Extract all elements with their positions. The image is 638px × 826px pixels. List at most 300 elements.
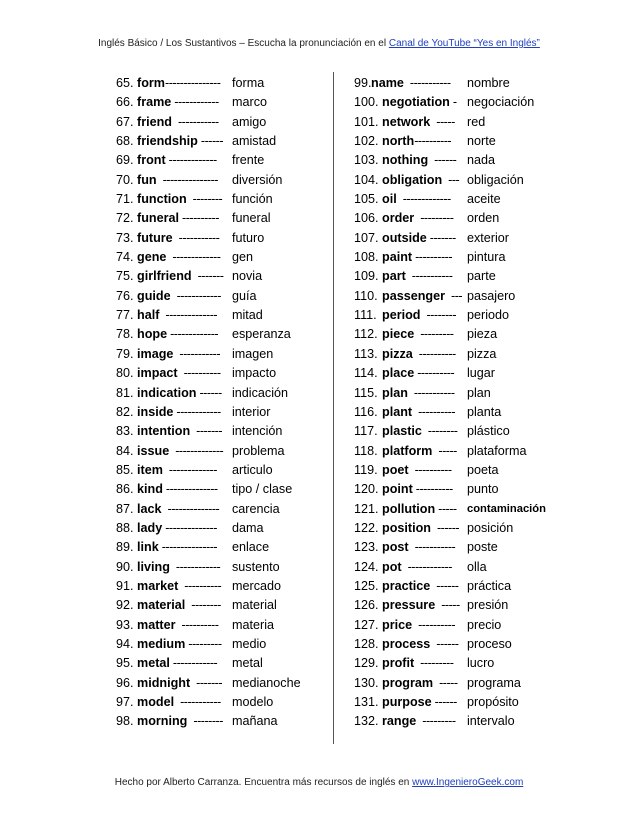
spanish-translation: novia bbox=[232, 269, 263, 284]
vocab-row bbox=[116, 74, 265, 93]
spanish-translation: aceite bbox=[467, 192, 501, 207]
english-word: poet bbox=[382, 462, 409, 477]
english-word: plant bbox=[382, 404, 413, 419]
english-word: guide bbox=[137, 288, 171, 303]
vocab-number: 108. bbox=[354, 250, 379, 265]
dash-leader: ---------- bbox=[412, 617, 456, 632]
vocab-row bbox=[354, 616, 502, 635]
vocab-number: 85. bbox=[116, 462, 134, 477]
spanish-translation: pieza bbox=[467, 327, 498, 342]
vocab-row bbox=[116, 384, 289, 403]
spanish-translation: enlace bbox=[232, 540, 270, 555]
spanish-translation: amistad bbox=[232, 134, 277, 149]
english-word: plastic bbox=[382, 424, 422, 439]
spanish-translation: precio bbox=[467, 617, 502, 632]
dash-leader: -------- bbox=[185, 598, 221, 613]
english-word: nothing bbox=[382, 153, 429, 168]
vocab-number: 81. bbox=[116, 385, 134, 400]
english-word: item bbox=[137, 462, 163, 477]
dash-leader: -------- bbox=[186, 192, 223, 207]
vocab-number: 121. bbox=[354, 501, 379, 516]
spanish-translation: proceso bbox=[467, 636, 512, 651]
dash-leader: ------ bbox=[197, 134, 224, 149]
vocab-number: 117. bbox=[354, 424, 378, 439]
spanish-translation: posición bbox=[467, 520, 514, 535]
vocab-number: 89. bbox=[116, 540, 134, 555]
english-word: inside bbox=[137, 404, 174, 419]
dash-leader: ----------- bbox=[405, 269, 453, 284]
english-word: paint bbox=[382, 250, 413, 265]
vocab-row bbox=[116, 364, 277, 383]
vocab-number: 96. bbox=[116, 675, 134, 690]
dash-leader: -------------- bbox=[162, 520, 217, 535]
spanish-translation: pizza bbox=[467, 346, 497, 361]
spanish-translation: futuro bbox=[232, 230, 265, 245]
english-word: platform bbox=[382, 443, 433, 458]
english-word: lady bbox=[137, 520, 163, 535]
vocab-number: 118. bbox=[354, 443, 378, 458]
spanish-translation: esperanza bbox=[232, 327, 291, 342]
dash-leader: ---------- bbox=[179, 211, 219, 226]
vocab-number: 120. bbox=[354, 482, 379, 497]
english-word: pot bbox=[382, 559, 402, 574]
english-word: place bbox=[382, 366, 415, 381]
english-word: name bbox=[371, 76, 404, 90]
vocab-number: 112. bbox=[354, 327, 378, 342]
vocab-number: 75. bbox=[116, 269, 134, 284]
vocab-row bbox=[116, 480, 293, 499]
dash-leader: ------------- bbox=[169, 443, 224, 458]
vocab-number: 66. bbox=[116, 95, 134, 110]
vocab-row bbox=[116, 538, 270, 557]
english-word: order bbox=[382, 211, 415, 226]
vocab-row bbox=[354, 461, 499, 480]
spanish-translation: programa bbox=[467, 675, 521, 690]
spanish-translation: punto bbox=[467, 482, 499, 497]
dash-leader: ------- bbox=[190, 675, 223, 690]
english-word: gene bbox=[137, 250, 167, 265]
vocab-number: 88. bbox=[116, 520, 134, 535]
spanish-translation: impacto bbox=[232, 366, 277, 381]
vocab-row bbox=[116, 674, 301, 693]
vocab-number: 132. bbox=[354, 714, 379, 729]
dash-leader: ----------- bbox=[171, 114, 219, 129]
english-word: metal bbox=[137, 656, 170, 671]
vocab-row bbox=[354, 693, 519, 712]
spanish-translation: mitad bbox=[232, 308, 263, 323]
english-word: friendship bbox=[137, 134, 198, 149]
spanish-translation: lugar bbox=[467, 366, 496, 381]
dash-leader: ----------- bbox=[173, 346, 221, 361]
dash-leader: ---------- bbox=[177, 366, 221, 381]
dash-leader: --------- bbox=[416, 714, 456, 729]
vocab-number: 71. bbox=[116, 192, 134, 207]
english-word: front bbox=[137, 153, 166, 168]
english-word: material bbox=[137, 598, 186, 613]
vocab-number: 86. bbox=[116, 482, 134, 497]
vocab-row bbox=[354, 209, 500, 228]
vocab-row bbox=[354, 712, 515, 731]
vocab-number: 105. bbox=[354, 192, 379, 207]
dash-leader: ------------- bbox=[165, 153, 217, 168]
dash-leader: -------------- bbox=[159, 308, 218, 323]
vocab-row bbox=[354, 229, 509, 248]
vocab-number: 100. bbox=[354, 95, 379, 110]
vocab-number: 92. bbox=[116, 598, 134, 613]
english-word: link bbox=[137, 540, 159, 555]
dash-leader: ------ bbox=[430, 578, 459, 593]
english-word: network bbox=[382, 114, 431, 129]
dash-leader: ---------- bbox=[414, 366, 455, 381]
vocab-row bbox=[354, 248, 506, 267]
vocab-row bbox=[354, 500, 546, 519]
spanish-translation: imagen bbox=[232, 346, 274, 361]
spanish-translation: amigo bbox=[232, 114, 267, 129]
english-word: living bbox=[137, 559, 170, 574]
vocab-number: 72. bbox=[116, 211, 134, 226]
spanish-translation: lucro bbox=[467, 656, 495, 671]
vocab-row bbox=[354, 384, 491, 403]
dash-leader: ------------ bbox=[170, 288, 221, 303]
page-footer bbox=[0, 777, 638, 788]
dash-leader: ------- bbox=[426, 230, 456, 245]
vocab-row bbox=[354, 519, 514, 538]
dash-leader: ------ bbox=[431, 695, 457, 709]
vocab-row bbox=[116, 654, 263, 673]
vocab-number: 93. bbox=[116, 617, 134, 632]
header-text: Inglés Básico / Los Sustantivos – Escucha la pronunciación en el bbox=[98, 38, 389, 49]
spanish-translation: tipo / clase bbox=[232, 482, 293, 497]
english-word: friend bbox=[137, 114, 172, 129]
english-word: range bbox=[382, 714, 417, 729]
vocab-number: 68. bbox=[116, 134, 134, 149]
spanish-translation: plataforma bbox=[467, 443, 527, 458]
english-word: indication bbox=[137, 385, 197, 400]
dash-leader: ------ bbox=[430, 636, 459, 651]
dash-leader: -------- bbox=[420, 308, 457, 323]
dash-leader: ------------ bbox=[171, 95, 219, 110]
english-word: funeral bbox=[137, 211, 179, 226]
dash-leader: --------------- bbox=[156, 172, 218, 187]
english-word: future bbox=[137, 230, 173, 245]
english-word: post bbox=[382, 540, 409, 555]
dash-leader: ------- bbox=[191, 269, 224, 284]
spanish-translation: orden bbox=[467, 211, 500, 226]
spanish-translation: parte bbox=[467, 269, 496, 284]
english-word: fun bbox=[137, 172, 157, 187]
vocab-number: 70. bbox=[116, 172, 134, 187]
vocab-number: 107. bbox=[354, 230, 379, 245]
spanish-translation: negociación bbox=[467, 95, 535, 110]
spanish-translation: función bbox=[232, 192, 273, 207]
english-word: function bbox=[137, 192, 187, 207]
vocab-row bbox=[354, 596, 509, 615]
dash-leader: --------- bbox=[414, 327, 454, 342]
vocab-number: 98. bbox=[116, 714, 134, 729]
vocab-row bbox=[116, 113, 267, 132]
dash-leader: ----------- bbox=[172, 230, 220, 245]
vocab-row bbox=[116, 500, 280, 519]
english-word: point bbox=[382, 482, 413, 497]
english-word: hope bbox=[137, 327, 168, 342]
vocab-row bbox=[116, 577, 281, 596]
dash-leader: -------- bbox=[421, 424, 458, 439]
vocab-row bbox=[354, 364, 496, 383]
dash-leader: ------------ bbox=[401, 559, 452, 574]
vocab-row bbox=[116, 209, 271, 228]
spanish-translation: nada bbox=[467, 153, 496, 168]
spanish-translation: interior bbox=[232, 404, 271, 419]
dash-leader: ---------- bbox=[178, 578, 222, 593]
vocab-row bbox=[354, 422, 510, 441]
dash-leader: ------------ bbox=[169, 559, 221, 574]
vocab-row bbox=[354, 325, 498, 344]
spanish-translation: obligación bbox=[467, 172, 524, 187]
vocab-number: 94. bbox=[116, 636, 134, 651]
english-word: half bbox=[137, 308, 160, 323]
english-word: negotiation bbox=[382, 95, 450, 110]
vocab-row bbox=[354, 480, 499, 499]
english-word: kind bbox=[137, 482, 163, 497]
vocab-row bbox=[354, 171, 524, 190]
dash-leader: ----------- bbox=[403, 76, 451, 90]
spanish-translation: plástico bbox=[467, 424, 510, 439]
spanish-translation: nombre bbox=[467, 76, 510, 90]
vocab-row bbox=[354, 74, 510, 93]
vocab-number: 122. bbox=[354, 520, 379, 535]
dash-leader: ---------- bbox=[408, 462, 452, 477]
vocab-number: 83. bbox=[116, 424, 134, 439]
english-word: market bbox=[137, 578, 179, 593]
dash-leader: --------- bbox=[185, 636, 222, 651]
vocab-row bbox=[116, 248, 254, 267]
vocab-number: 127. bbox=[354, 617, 379, 632]
spanish-translation: olla bbox=[467, 559, 487, 574]
youtube-channel-link[interactable]: Canal de YouTube “Yes en Inglés” bbox=[388, 38, 540, 49]
vocab-row bbox=[354, 113, 486, 132]
website-link[interactable]: www.IngenieroGeek.com bbox=[412, 777, 524, 788]
spanish-translation: material bbox=[232, 598, 277, 613]
spanish-translation: pasajero bbox=[467, 288, 516, 303]
english-word: period bbox=[382, 308, 421, 323]
vocab-number: 84. bbox=[116, 443, 134, 458]
vocab-row bbox=[116, 403, 271, 422]
english-word: midnight bbox=[137, 675, 191, 690]
dash-leader: -------- bbox=[187, 714, 223, 729]
vocab-row bbox=[116, 229, 265, 248]
dash-leader: ---------- bbox=[414, 134, 452, 149]
spanish-translation: medio bbox=[232, 636, 267, 651]
left-vocabulary-column bbox=[116, 74, 301, 732]
dash-leader: --- bbox=[445, 288, 463, 303]
vocab-row bbox=[354, 403, 502, 422]
vocab-row bbox=[116, 712, 278, 731]
english-word: practice bbox=[382, 578, 431, 593]
spanish-translation: sustento bbox=[232, 559, 280, 574]
vocab-number: 125. bbox=[354, 578, 379, 593]
spanish-translation: materia bbox=[232, 617, 274, 632]
vocab-number: 69. bbox=[116, 153, 134, 168]
vocab-number: 103. bbox=[354, 153, 379, 168]
english-word: outside bbox=[382, 230, 427, 245]
spanish-translation: guía bbox=[232, 288, 257, 303]
english-word: medium bbox=[137, 636, 186, 651]
spanish-translation: forma bbox=[232, 76, 265, 90]
vocab-number: 74. bbox=[116, 250, 134, 265]
vocab-row bbox=[116, 558, 280, 577]
vocab-number: 131. bbox=[354, 695, 379, 709]
vocab-row bbox=[354, 345, 497, 364]
vocab-number: 80. bbox=[116, 366, 134, 381]
vocab-row bbox=[116, 325, 291, 344]
spanish-translation: periodo bbox=[467, 308, 510, 323]
english-word: pressure bbox=[382, 598, 436, 613]
spanish-translation: modelo bbox=[232, 695, 274, 709]
vocab-number: 99. bbox=[354, 76, 372, 90]
vocab-row bbox=[116, 93, 267, 112]
spanish-translation: propósito bbox=[467, 695, 519, 709]
vocab-number: 95. bbox=[116, 656, 134, 671]
vocab-number: 67. bbox=[116, 114, 134, 129]
vocab-row bbox=[354, 558, 487, 577]
vocab-number: 119. bbox=[354, 462, 378, 477]
vocab-number: 65. bbox=[116, 76, 134, 90]
vocab-row bbox=[116, 596, 277, 615]
vocab-number: 124. bbox=[354, 559, 379, 574]
spanish-translation: intervalo bbox=[467, 714, 515, 729]
vocab-row bbox=[116, 442, 285, 461]
vocab-number: 113. bbox=[354, 346, 378, 361]
dash-leader: -------------- bbox=[161, 501, 220, 516]
vocab-number: 130. bbox=[354, 675, 379, 690]
dash-leader: ------------ bbox=[173, 404, 221, 419]
english-word: issue bbox=[137, 443, 170, 458]
vocab-number: 91. bbox=[116, 578, 134, 593]
dash-leader: ------- bbox=[190, 424, 223, 439]
vocab-row bbox=[116, 616, 274, 635]
dash-leader: ----------- bbox=[174, 695, 221, 709]
spanish-translation: planta bbox=[467, 404, 502, 419]
vocab-row bbox=[116, 345, 274, 364]
spanish-translation: red bbox=[467, 114, 486, 129]
dash-leader: ------------- bbox=[162, 462, 217, 477]
vocab-number: 79. bbox=[116, 346, 134, 361]
dash-leader: ------------ bbox=[169, 656, 218, 671]
spanish-translation: dama bbox=[232, 520, 264, 535]
english-word: pollution bbox=[382, 501, 436, 516]
english-word: north bbox=[382, 134, 415, 149]
dash-leader: ------ bbox=[428, 153, 457, 168]
vocab-row bbox=[354, 287, 516, 306]
dash-leader: ---------- bbox=[412, 346, 456, 361]
spanish-translation: poste bbox=[467, 540, 498, 555]
spanish-translation: poeta bbox=[467, 462, 499, 477]
dash-leader: ------ bbox=[196, 385, 222, 400]
vocab-number: 104. bbox=[354, 172, 379, 187]
vocab-row bbox=[116, 267, 263, 286]
dash-leader: ------------- bbox=[166, 250, 221, 265]
vocab-row bbox=[354, 267, 496, 286]
english-word: piece bbox=[382, 327, 415, 342]
dash-leader: --------------- bbox=[165, 76, 221, 90]
vocab-row bbox=[354, 674, 521, 693]
spanish-translation: diversión bbox=[232, 172, 283, 187]
vocab-row bbox=[354, 132, 496, 151]
vocab-row bbox=[116, 635, 267, 654]
spanish-translation: intención bbox=[232, 424, 283, 439]
dash-leader: ----- bbox=[430, 114, 455, 129]
english-word: intention bbox=[137, 424, 191, 439]
spanish-translation: mañana bbox=[232, 714, 278, 729]
spanish-translation: gen bbox=[232, 250, 254, 265]
vocab-number: 90. bbox=[116, 559, 134, 574]
dash-leader: ------------- bbox=[396, 192, 451, 207]
spanish-translation: mercado bbox=[232, 578, 281, 593]
dash-leader: ---------- bbox=[412, 404, 456, 419]
spanish-translation: plan bbox=[467, 385, 491, 400]
dash-leader: ----- bbox=[435, 501, 457, 516]
vocab-number: 111. bbox=[354, 308, 377, 323]
spanish-translation: indicación bbox=[232, 385, 289, 400]
english-word: price bbox=[382, 617, 413, 632]
dash-leader: ----------- bbox=[408, 540, 456, 555]
spanish-translation: exterior bbox=[467, 230, 509, 245]
vocab-number: 115. bbox=[354, 385, 378, 400]
vocab-number: 129. bbox=[354, 656, 379, 671]
dash-leader: -------------- bbox=[162, 482, 218, 497]
english-word: frame bbox=[137, 95, 172, 110]
english-word: morning bbox=[137, 714, 188, 729]
vocab-row bbox=[354, 93, 535, 112]
vocab-row bbox=[116, 461, 273, 480]
page-header bbox=[0, 38, 638, 49]
vocab-number: 109. bbox=[354, 269, 379, 284]
vocab-row bbox=[116, 422, 283, 441]
vocab-row bbox=[116, 151, 265, 170]
vocab-row bbox=[354, 306, 510, 325]
vocab-number: 128. bbox=[354, 636, 379, 651]
dash-leader: ---------- bbox=[412, 482, 453, 497]
vocab-number: 76. bbox=[116, 288, 134, 303]
english-word: image bbox=[137, 346, 174, 361]
dash-leader: ---------- bbox=[412, 250, 453, 265]
english-word: form bbox=[137, 76, 165, 90]
english-word: impact bbox=[137, 366, 178, 381]
vocab-row bbox=[116, 132, 277, 151]
vocab-number: 101. bbox=[354, 114, 379, 129]
english-word: purpose bbox=[382, 695, 432, 709]
spanish-translation: articulo bbox=[232, 462, 273, 477]
spanish-translation: funeral bbox=[232, 211, 271, 226]
footer-text: Hecho por Alberto Carranza. Encuentra más recursos de inglés en bbox=[114, 777, 413, 788]
spanish-translation: carencia bbox=[232, 501, 280, 516]
vocab-number: 116. bbox=[354, 404, 378, 419]
vocab-row bbox=[354, 635, 512, 654]
english-word: matter bbox=[137, 617, 176, 632]
english-word: pizza bbox=[382, 346, 413, 361]
spanish-translation: pintura bbox=[467, 250, 506, 265]
english-word: model bbox=[137, 695, 175, 709]
vocab-row bbox=[354, 151, 496, 170]
dash-leader: --- bbox=[442, 172, 460, 187]
dash-leader: ----- bbox=[432, 443, 457, 458]
right-vocabulary-column bbox=[354, 74, 546, 732]
vocab-number: 126. bbox=[354, 598, 379, 613]
spanish-translation: metal bbox=[232, 656, 263, 671]
dash-leader: ---------- bbox=[175, 617, 219, 632]
dash-leader: --------- bbox=[414, 211, 454, 226]
dash-leader: --------------- bbox=[158, 540, 218, 555]
